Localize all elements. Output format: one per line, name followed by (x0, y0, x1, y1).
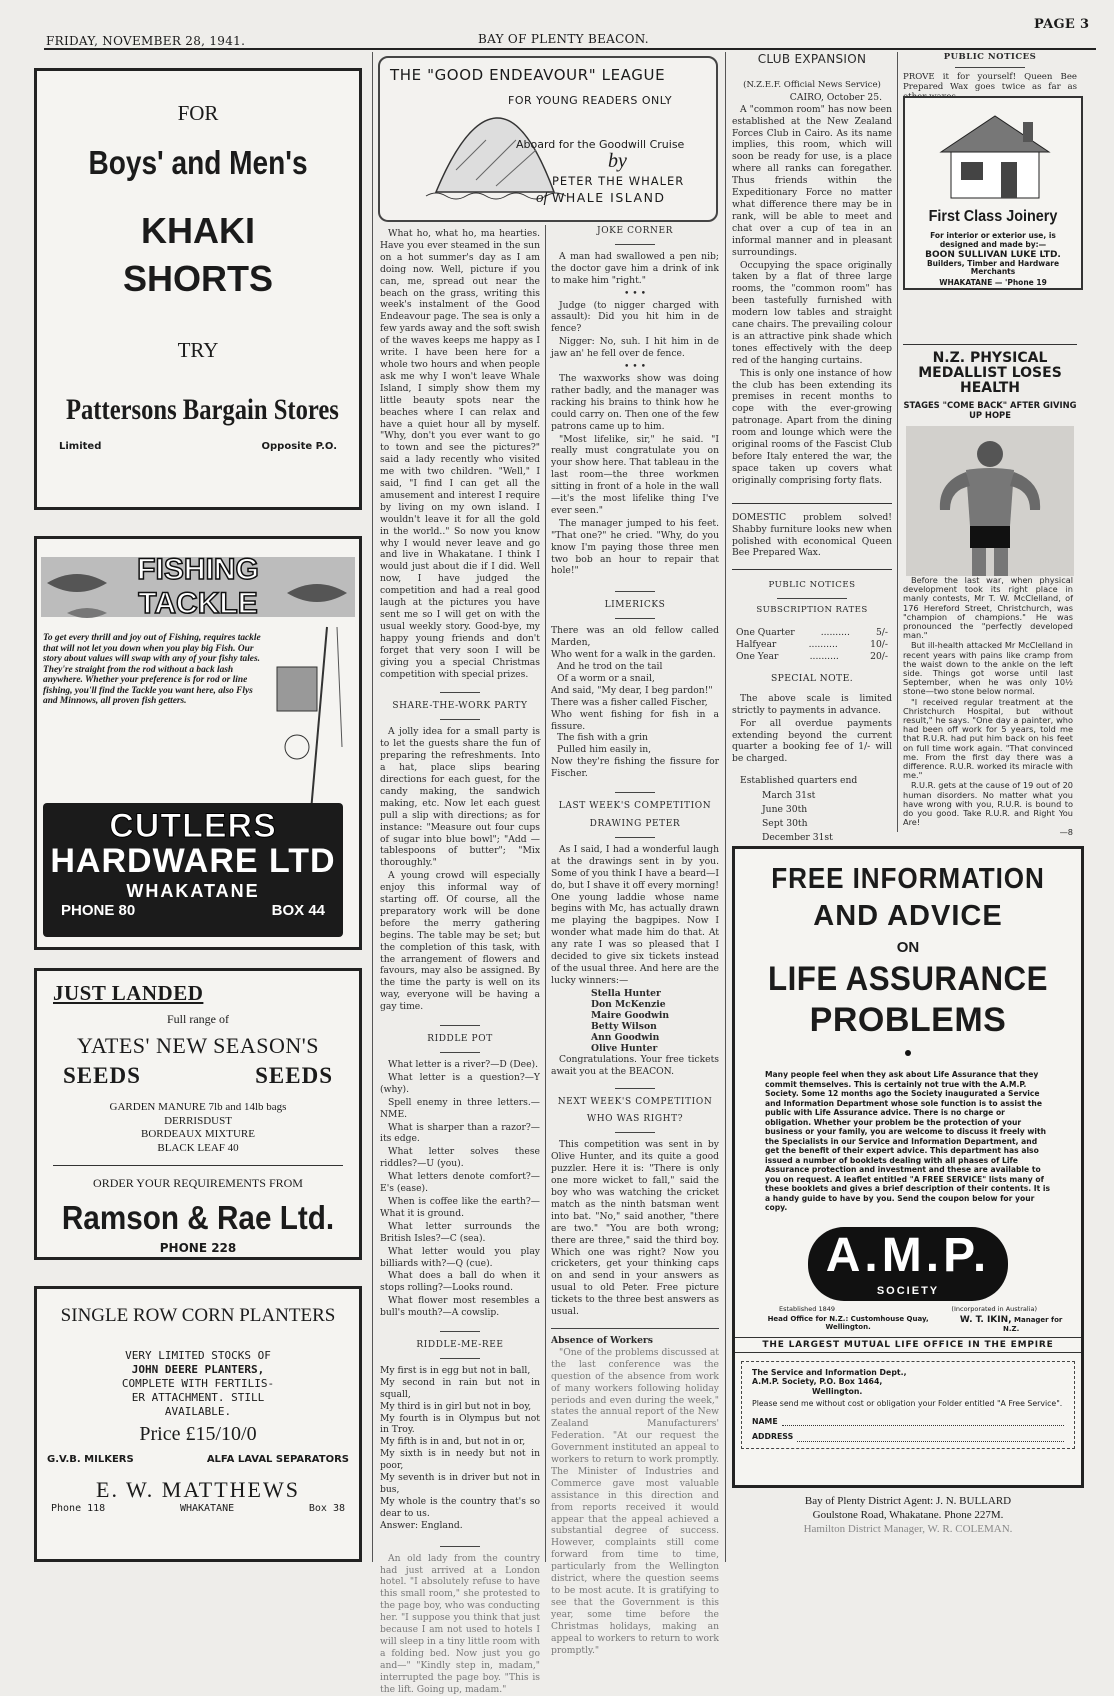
amp-logo-text: A.M.P. (825, 1228, 991, 1282)
col5-notices-title: PUBLIC NOTICES (943, 52, 1037, 62)
quarter-date: Sept 30th (762, 818, 808, 830)
cutlers-name: CUTLERS (109, 807, 277, 845)
ad-shorts: SHORTS (122, 258, 273, 299)
limerick-line: Who went for a walk in the garden. (551, 649, 716, 661)
corn-line: ER ATTACHMENT. STILL (131, 1391, 265, 1404)
winner-name: Olive Hunter (591, 1042, 658, 1054)
yates-item: BLACK LEAF 40 (157, 1141, 239, 1154)
corn-price: Price £15/10/0 (139, 1423, 257, 1445)
health-headline: MEDALLIST LOSES (918, 365, 1062, 381)
ad-khaki: KHAKI (141, 210, 255, 251)
limerick-line: And said, "My dear, I beg pardon!" (551, 684, 713, 696)
club-para: A "common room" has now been established at the New Zealand Forces Club in Cairo. As its name implies, this room, which will soon be ready for use, is a place where all ranks can foregather. Thus friends within the Expeditionary Force no matter what difference there may be in rank, will be able to meet and chat over a cup of tea in an informal manner and in pleasant surroundings. (732, 103, 892, 258)
coupon-line: A.M.P. Society, P.O. Box 1464, (752, 1377, 883, 1386)
rate-dots: .......... (808, 639, 838, 651)
ad-store-name: Pattersons Bargain Stores (65, 393, 339, 426)
column-rule (725, 52, 726, 1562)
amp-head-office: Head Office for N.Z.: Customhouse Quay, Wellington. (767, 1314, 929, 1331)
divider (615, 591, 655, 592)
corn-line: COMPLETE WITH FERTILIS- (121, 1377, 275, 1390)
league-author: PETER THE WHALER (552, 174, 685, 188)
winner-name: Stella Hunter (591, 987, 661, 999)
yates-just-landed: JUST LANDED (53, 981, 204, 1005)
amp-agent: Bay of Plenty District Agent: J. N. BULLARD (804, 1495, 1012, 1507)
amp-agent: Goulstone Road, Whakatane. Phone 227M. (812, 1509, 1004, 1521)
fishing-body: To get every thrill and joy out of Fishing, requires tackle that will not let you down when you play big Fish. Our story about values will swap with any of your fishy tales. They're straight from the rod without a back lash anywhere. Whether your preference is for rod or line fishing, you'll find the Tackle you want here, also Flys and Minnows, all proven fish getters. (43, 633, 261, 706)
amp-body: Many people feel when they ask about Life Assurance that they commit themselves. This is certainly not true with the A.M.P. Society. Some 12 months ago the Society inaugurated a Service and Information Department whose sole function is to assist the public with Life Assurance advice. There is no charge or obligation. Whether your problem be the protection of your business or your family, you are welcome to discuss it freely with the Specialists in our Service and Information Department, and get the benefit of their expert advice. This department has also issued a number of booklets dealing with all phases of Life Assurance protection and investment and these are available to you on request. A leaflet entitled "A FREE SERVICE" lists many of these booklets and gives a brief description of their contents. It is a handy guide to have by you. Send the coupon below for your copy. (765, 1070, 1050, 1212)
riddle: Spell enemy in three letters.—NME. (380, 1096, 540, 1120)
league-aboard: Aboard for the Goodwill Cruise (516, 138, 685, 151)
quarters-label: Established quarters end (740, 775, 858, 787)
ad-limited: Limited (59, 441, 102, 452)
heading-share-work: SHARE-THE-WORK PARTY (392, 701, 528, 712)
yates-phone: PHONE 228 (159, 1241, 237, 1255)
winner-name: Betty Wilson (591, 1020, 657, 1032)
riddle: What letter is a river?—D (Dee). (388, 1059, 539, 1070)
limerick-line: There was an old fellow called Marden, (551, 625, 719, 649)
health-end-mark: —8 (1059, 827, 1073, 838)
heading-joke-corner: JOKE CORNER (596, 226, 673, 236)
coupon-line: Wellington. (812, 1386, 863, 1396)
league-by: by (608, 150, 627, 172)
absence-para: "One of the problems discussed at the last conference was the question of the absence from work of many workers following holiday periods and even during the week," states the annual report of the New Zealand Manufacturers' Federation. "At our request the Government instituted an appeal to workers to return to work promptly. The Minister of Industries and Commerce gave most valuable assistance in this direction and from reports received it would appear that the appeal achieved a substantial degree of success. However, complaints still come forward from time to time, particularly from the Wellington district, where the question seems to be most acute. It is gratifying to see that the Government is this year, some time before the Christmas holidays, making an appeal to workers to return to work promptly." (551, 1346, 719, 1656)
joke: Nigger: No, suh. I hit him in de jaw an' he fell over de fence. (551, 336, 719, 360)
quarter-date: March 31st (762, 790, 816, 802)
riddle: What is sharper than a razor?—its edge. (380, 1121, 540, 1145)
club-place: CAIRO, October 25. (789, 91, 882, 103)
congrats: Congratulations. Your free tickets await you at the BEACON. (551, 1053, 719, 1077)
riddle: What letter is a question?—Y (why). (380, 1071, 540, 1095)
health-para: But ill-health attacked Mr McClelland in recent years with pains like cramp from the waist down to the ankle on the left side. Things got worse until last September, when he was only 10½ stone—two stone below normal. (903, 640, 1073, 697)
column-rule (897, 52, 898, 832)
quarter-date: June 30th (762, 804, 808, 816)
joinery-line: designed and made by:— (939, 239, 1047, 249)
athlete-photo (906, 426, 1074, 576)
share-work-para: A young crowd will especially enjoy this informal way of starting off. Of course, all the preparatory work will be done before the merry gathering begins. The table may be set; but the completion of this task, with the arrangement of flowers and favours, may also be assigned. By the time the party is well on its way, everyone will be having a gay time. (380, 870, 540, 1013)
special-note: SPECIAL NOTE. (770, 672, 854, 684)
tackle-basket (277, 667, 317, 711)
coupon-name-row[interactable] (752, 1417, 1064, 1427)
corn-milkers: G.V.B. MILKERS (47, 1454, 134, 1465)
joke: A man had swallowed a pen nib; the doctor gave him a drink of ink to make him "right." (551, 250, 719, 286)
health-para: Before the last war, when physical development took its right place in manly contests, Mr T. W. McClelland, of 176 Hereford Street, Christchurch, was "champion of champions." He was pronounced the "perfectly developed man." (903, 575, 1073, 641)
who-right-para: This competition was sent in by Olive Hunter, and its quite a good puzzler. Here it is: "There is only one more wicket to fall," said the boy who was watching the cricket match as the ninth batsman went into bat. "No," said another, "there are two." "You are both wrong; there are three," said the third boy. Which one was right? Now you cricketers, get your thinking caps on and send in your answers as usual to old Peter. Free picture tickets to the three best answers as usual. (551, 1139, 719, 1318)
divider (440, 1331, 480, 1332)
joinery-town: WHAKATANE — 'Phone 19 (939, 277, 1047, 287)
cutlers-box: BOX 44 (271, 902, 325, 919)
league-title: THE "GOOD ENDEAVOUR" LEAGUE (390, 66, 666, 84)
heading-drawing-peter: DRAWING PETER (589, 818, 681, 829)
heading-riddle-me-ree: RIDDLE-ME-REE (416, 1340, 504, 1351)
domestic-notice: DOMESTIC problem solved! Shabby furniture looks new when polished with economical Queen Bee Prepared Wax. (732, 511, 892, 559)
joke: The manager jumped to his feet. "That one?" he cried. "Why, do you know I'm paying those three men two bob an hour to repair that hole!" (551, 517, 719, 577)
club-para: Occupying the space originally taken by a flat of three large rooms, the "common room" has been tastefully furnished with modern low tables and straight cane chairs. The prevailing colour is an attractive pink shade which tones effectively with the deep red of the hanging curtains. (732, 259, 892, 366)
amp-manager-name: W. T. IKIN, (959, 1314, 1012, 1325)
ree-line: My third is in girl but not in boy, (380, 1400, 532, 1412)
joinery-line: For interior or exterior use, is (930, 231, 1056, 240)
ad-for: FOR (177, 101, 219, 125)
heading-absence: Absence of Workers (551, 1334, 653, 1346)
heading-limericks: LIMERICKS (604, 600, 666, 611)
subscription-rates: SUBSCRIPTION RATES (756, 605, 868, 616)
fishing-title-2: TACKLE (138, 587, 258, 620)
joke: The waxworks show was doing rather badly, and the manager was racking his brains to think how he could carry on. Then one of the few patrons came up to him. (551, 372, 719, 432)
column-peter (380, 228, 540, 1695)
cutlers-phone: PHONE 80 (61, 902, 136, 919)
league-subtitle: FOR YOUNG READERS ONLY (508, 94, 673, 107)
divider (440, 719, 480, 720)
island-hill (436, 118, 554, 192)
ree-line: My whole is the country that's so dear to us. (380, 1495, 540, 1519)
coupon-line: The Service and Information Dept., (752, 1367, 907, 1377)
peter-letter: What ho, what ho, ma hearties. Have you ever steamed in the sun on a hot summer's day as I am doing now. Well, picture if you can, me, spread out near the beach on the grass, writing this week's instalment of the Good Endeavour page. The sea is only a few yards away and the soft swish of the waves keeps me happy as I write. I have been here for a whole two hours and when people ask me why I won't leave Whale Island, I simply show them my little beauty spots near the beaches where I can relax and have a quiet hour all by myself. "Why, don't you ever want to go to town and see the pictures?" said a lady recently who visited me with two children. "Well," I said, "I find I can get all the amusement and interest I require by living on my own island. I wouldn't leave it for all the gold in the world.." So now you know why I would never leave and go and live in Whakatane. I think I would just about die if I did. Well now, I have judged the competition and had a real good laugh at the pictures you have sent me so I will get on with the usual weekly story. Good-bye, my happy young friends and don't forget that very soon I will be giving you a special Christmas competition with special prizes. (380, 228, 540, 680)
corn-box: Box 38 (308, 1503, 345, 1514)
rate-price: 5/- (875, 627, 888, 639)
athlete-torso (966, 468, 1014, 526)
ad-yates-seeds (34, 968, 362, 1260)
rate-label: One Quarter (736, 627, 795, 639)
riddle: What letter surrounds the British Isles?—C (sea). (380, 1220, 540, 1244)
yates-range: Full range of (167, 1012, 229, 1026)
riddle: What letters denote comfort?—E's (ease). (380, 1171, 540, 1195)
yates-seeds-right: SEEDS (255, 1063, 333, 1088)
riddle: When is coffee like the earth?—What it is ground. (380, 1195, 540, 1219)
ad-corn-planters (34, 1286, 362, 1562)
amp-title: AND ADVICE (813, 900, 1003, 932)
heading-riddle-pot: RIDDLE POT (427, 1034, 493, 1045)
health-headline: N.Z. PHYSICAL (932, 350, 1048, 366)
rate-label: One Year (736, 650, 779, 662)
column-club (732, 52, 892, 844)
limerick-line: And he trod on the tail (557, 661, 663, 672)
corn-firm: E. W. MATTHEWS (96, 1477, 300, 1502)
divider (440, 1546, 480, 1547)
ad-khaki-shorts (34, 68, 362, 510)
divider (615, 618, 655, 619)
limerick-line: Who went fishing for fish in a fissure. (551, 708, 719, 732)
heading-who-was-right: WHO WAS RIGHT? (586, 1114, 684, 1125)
riddle: What flower most resembles a bull's mouth?—A cowslip. (380, 1295, 540, 1319)
riddle: What letter solves these riddles?—U (you). (380, 1146, 540, 1170)
house-chimney (1023, 122, 1033, 142)
masthead-date: FRIDAY, NOVEMBER 28, 1941. (46, 34, 246, 48)
heading-next-week: NEXT WEEK'S COMPETITION (557, 1096, 713, 1107)
limerick-line: Now they're fishing the fissure for Fischer. (551, 756, 719, 780)
amp-title: LIFE ASSURANCE (768, 960, 1048, 998)
rate-price: 20/- (870, 650, 888, 662)
tackle-reel (285, 735, 309, 759)
joke-separator: • • • (623, 287, 647, 299)
joinery-title: First Class Joinery (928, 208, 1058, 225)
coupon-address-field[interactable] (797, 1432, 1064, 1442)
athlete-leg-right (994, 548, 1008, 576)
coupon-address-row[interactable] (752, 1432, 1064, 1442)
corn-title: SINGLE ROW CORN PLANTERS (60, 1305, 336, 1326)
prove-notice: PROVE it for yourself! Queen Bee Prepared Wax goes twice as far as (903, 71, 1077, 92)
divider (615, 792, 655, 793)
yates-item: BORDEAUX MIXTURE (141, 1128, 255, 1140)
league-banner (378, 56, 718, 222)
amp-incorporated: (Incorporated in Australia) (951, 1304, 1037, 1313)
club-title: CLUB EXPANSION (757, 52, 867, 66)
corn-line: AVAILABLE. (164, 1405, 232, 1418)
ree-line: My sixth is in needy but not in poor, (380, 1448, 540, 1472)
share-work-para: A jolly idea for a small party is to let the guests share the fun of preparing the refreshments. Into a hat, place slips bearing directions for each guest, for the candy making, the sandwich making, etc. Now let each guest pull a slip with directions; as for instance: "Measure out four cups of sugar into blue bowl"; "Add — tablespoons of butter"; "Mix thoroughly." (380, 726, 540, 869)
ree-line: My second in rain but not in squall, (380, 1376, 540, 1400)
public-notices-title: PUBLIC NOTICES (768, 580, 856, 591)
special-para: The above scale is limited strictly to payments in advance. (732, 692, 892, 716)
ree-line: My seventh is in driver but not in bus, (380, 1472, 540, 1495)
column-rule (545, 225, 546, 1562)
yates-order: ORDER YOUR REQUIREMENTS FROM (93, 1176, 303, 1190)
divider (615, 837, 655, 838)
league-of: of (536, 190, 548, 206)
divider (615, 1088, 655, 1089)
coupon-line: Please send me without cost or obligation your Folder entitled "A Free Service". (752, 1399, 1063, 1408)
joinery-line: Merchants (970, 267, 1016, 276)
amp-manager: Manager for N.Z. (1002, 1315, 1063, 1333)
health-story (903, 344, 1077, 838)
ad-opposite: Opposite P.O. (261, 441, 337, 452)
masthead-title: BAY OF PLENTY BEACON. (478, 32, 649, 46)
divider (440, 1358, 480, 1359)
rate-dots: .......... (820, 627, 850, 639)
header-rule (44, 48, 1096, 50)
rate-row (736, 627, 888, 639)
house-illustration (935, 102, 1055, 206)
yates-item: GARDEN MANURE 7lb and 14lb bags (109, 1101, 287, 1113)
joinery-line: Builders, Timber and Hardware (926, 258, 1060, 268)
yates-name: YATES' NEW SEASON'S (77, 1033, 319, 1058)
divider (615, 244, 655, 245)
coupon-address-label: ADDRESS (752, 1432, 794, 1441)
limerick-line: The fish with a grin (557, 732, 648, 744)
amp-agent: Hamilton District Manager, W. R. COLEMAN. (803, 1523, 1013, 1535)
yates-item: DERRISDUST (164, 1114, 232, 1127)
corn-phone: Phone 118 (51, 1503, 106, 1514)
column-rule (372, 52, 373, 1562)
cutlers-town: WHAKATANE (126, 881, 260, 901)
cutlers-hardware: HARDWARE LTD (50, 842, 336, 880)
health-para: "I received regular treatment at the Christchurch Hospital, but without result," he says. "One day a painter, who had been off work for 5 years, told me that R.U.R. had put him back on his feet on full time work again. "That convinced me. From the first day there was a difference. R.U.R. worked its miracle with me." (903, 696, 1073, 781)
amp-established: Established 1849 (779, 1304, 836, 1313)
amp-title: FREE INFORMATION (771, 863, 1045, 895)
riddle: What letter would you play billiards with?—Q (cue). (380, 1245, 540, 1269)
limerick-line: Of a worm or a snail, (557, 672, 655, 684)
coupon-name-field[interactable] (782, 1417, 1064, 1427)
health-para: R.U.R. gets at the cause of 19 out of 20 human disorders. No matter what you have wrong with you, R.U.R. is bound to do you good. Take R.U.R. and Right You Are! (903, 780, 1073, 828)
house-door (1001, 162, 1017, 198)
riddle: What does a ball do when it stops rolling?—Looks round. (380, 1270, 540, 1294)
heading-last-week: LAST WEEK'S COMPETITION (558, 801, 712, 812)
ree-line: My fifth is in and, but not in or, (380, 1436, 526, 1448)
limerick-line: There was a fisher called Fischer, (551, 696, 708, 708)
rate-row (736, 651, 888, 663)
league-island: WHALE ISLAND (552, 190, 666, 205)
winner-name: Maire Goodwin (591, 1009, 670, 1021)
house-window (961, 162, 983, 180)
rate-price: 10/- (870, 639, 888, 651)
corn-line: VERY LIMITED STOCKS OF (125, 1349, 271, 1362)
divider (615, 1132, 655, 1133)
ad-try: TRY (177, 338, 219, 362)
health-subhead: STAGES "COME BACK" AFTER GIVING UP HOPE (903, 400, 1077, 420)
corn-separators: ALFA LAVAL SEPARATORS (206, 1454, 349, 1465)
lift-joke: An old lady from the country had just arrived at a London hotel. "I absolutely refuse to have this small room," she protested to the page boy, who was conducting her. "I suppose you think that just because I am not used to hotels I will sleep in a tiny little room with a folding bed. Now just you go and—" "Kindly step in, madam," interrupted the page boy. "This is the lift. Going up, madam." (380, 1552, 540, 1695)
ad-amp (732, 846, 1084, 1488)
club-source: (N.Z.E.F. Official News Service) (743, 79, 881, 90)
divider (440, 692, 480, 693)
ree-line: Answer: England. (380, 1519, 463, 1531)
ad-fishing-frame (34, 536, 362, 950)
winner-name: Don McKenzie (591, 998, 666, 1010)
amp-logo (808, 1227, 1008, 1301)
ree-line: My fourth is in Olympus but not in Troy. (380, 1412, 540, 1436)
amp-title: ON (896, 939, 920, 956)
ad-cutlers (43, 803, 343, 937)
amp-largest: THE LARGEST MUTUAL LIFE OFFICE IN THE EMPIRE (735, 1337, 1081, 1353)
fishing-line (337, 627, 342, 747)
joke-separator: • • • (623, 361, 647, 373)
amp-title: PROBLEMS (809, 1001, 1007, 1039)
winner-name: Ann Goodwin (591, 1031, 660, 1043)
yates-firm: Ramson & Rae Ltd. (61, 1199, 335, 1236)
column-jokes (551, 224, 719, 1656)
page-number: PAGE 3 (1034, 17, 1090, 32)
corn-line: JOHN DEERE PLANTERS, (131, 1363, 265, 1376)
bullet-icon (905, 1050, 911, 1056)
special-para: For all overdue payments extending beyond the current quarter a booking fee of 1/- will be charged. (732, 717, 892, 765)
ad-joinery (903, 96, 1083, 290)
athlete-leg-left (972, 548, 986, 576)
fishing-title-1: FISHING (137, 553, 259, 586)
coupon-name-label: NAME (752, 1416, 778, 1426)
health-headline: HEALTH (960, 380, 1020, 396)
corn-town: WHAKATANE (179, 1503, 235, 1514)
quarter-date: December 31st (762, 832, 833, 844)
club-para: This is only one instance of how the club has been extending its premises in recent months to cope with the ever-growing patronage. Apart from the dining room and lounge which were the original rooms of the Fascist Club before Italy entered the war, the space taken up covers what originally comprising forty flats. (732, 367, 892, 486)
amp-logo-society: SOCIETY (876, 1284, 940, 1297)
yates-seeds-left: SEEDS (63, 1063, 141, 1088)
rate-dots: .......... (809, 650, 839, 662)
ree-line: My first is in egg but not in ball, (380, 1364, 531, 1376)
athlete-head (977, 441, 1003, 467)
drawing-para: As I said, I had a wonderful laugh at the drawings sent in by you. Some of you think I have a beard—I do, but I shave it off every morning! One young laddie whose name begins with Mc, has actually drawn me playing the bagpipes. Now I wonder what made him do that. At any rate I was so pleased that I decided to give six tickets instead of the usual three. And here are the lucky winners:— (551, 843, 719, 986)
divider (440, 1052, 480, 1053)
joke: Judge (to nigger charged with assault): Did you hit him in de fence? (551, 299, 719, 335)
joke: "Most lifelike, sir," he said. "I really must congratulate you on your show here. That tableau in the last room—the three workmen sitting in front of a hole in the wall—it's the most lifelike thing I've ever seen." (551, 433, 719, 516)
ad-boys-mens: Boys' and Men's (88, 144, 308, 181)
rate-label: Halfyear (736, 639, 777, 651)
rate-row (736, 639, 888, 651)
limerick-line: Pulled him easily in, (557, 744, 652, 756)
divider (440, 1025, 480, 1026)
athlete-trunks (970, 526, 1010, 548)
joinery-firm: BOON SULLIVAN LUKE LTD. (925, 250, 1061, 260)
amp-coupon[interactable] (741, 1361, 1075, 1449)
